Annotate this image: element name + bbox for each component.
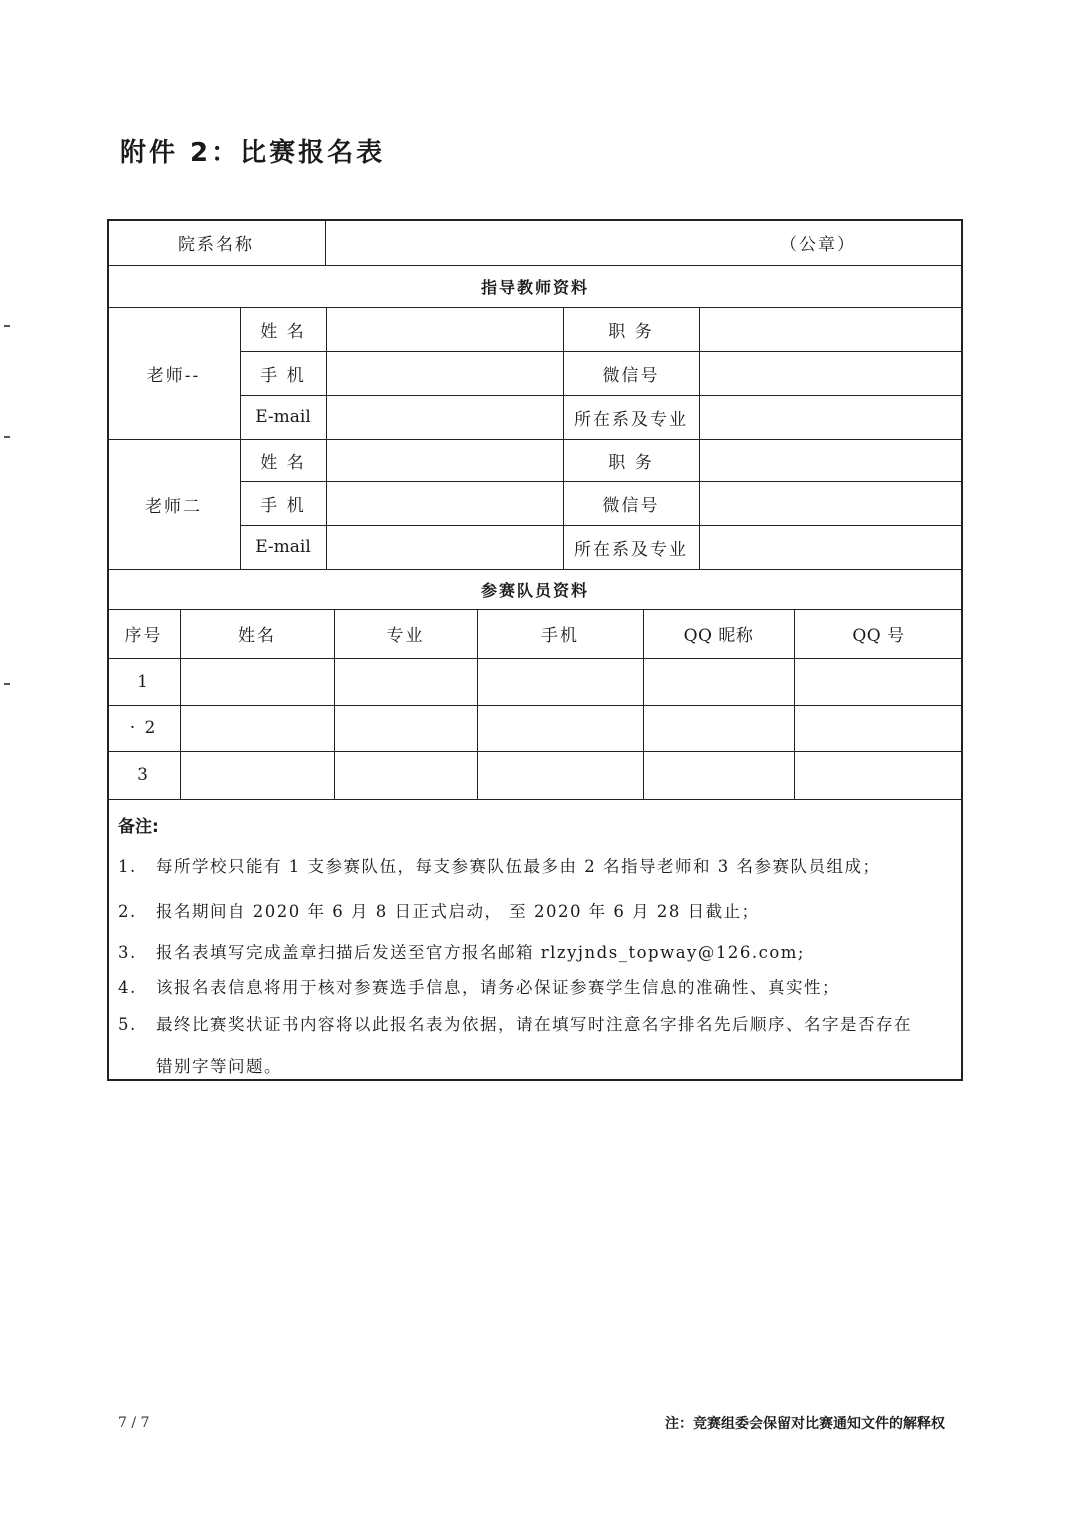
table-rule <box>107 658 963 659</box>
note-number: 5. <box>118 1015 137 1034</box>
teacher2-email-field[interactable] <box>326 525 563 569</box>
table-rule <box>107 799 963 800</box>
teacher2-phone-field[interactable] <box>326 481 563 525</box>
table-rule <box>107 751 963 752</box>
teacher2-position-label: 职 务 <box>608 452 654 473</box>
note-number: 1. <box>118 857 137 876</box>
note-text: 每所学校只能有 1 支参赛队伍，每支参赛队伍最多由 2 名指导老师和 3 名参赛队员组成； <box>156 857 881 876</box>
teacher-section-header: 指导教师资料 <box>480 277 589 297</box>
scan-mark <box>4 683 10 685</box>
teacher1-major-field[interactable] <box>699 395 963 439</box>
teacher2-email-label: E-mail <box>255 537 311 557</box>
note-item <box>118 853 958 877</box>
table-row-index: 1 <box>137 671 150 692</box>
teacher2-wechat-field[interactable] <box>699 481 963 525</box>
note-text: 最终比赛奖状证书内容将以此报名表为依据，请在填写时注意名字排名先后顺序、名字是否存在 <box>156 1015 912 1034</box>
teacher2-name-label: 姓 名 <box>260 452 306 473</box>
note-item-continuation: 错别字等问题。 <box>156 1057 282 1076</box>
teacher1-position-field[interactable] <box>699 307 963 351</box>
dept-input[interactable] <box>325 219 963 265</box>
team-section-header: 参赛队员资料 <box>480 580 589 600</box>
table-rule <box>107 705 963 706</box>
note-text: 报名期间自 2020 年 6 月 8 日正式启动， 至 2020 年 6 月 28 日截止； <box>156 902 760 921</box>
page-title: 附件 2：比赛报名表 <box>120 138 386 168</box>
scan-mark <box>4 436 10 438</box>
note-number: 4. <box>118 978 137 997</box>
scan-mark <box>4 325 10 327</box>
teacher1-phone-label: 手 机 <box>260 365 306 386</box>
teacher2-major-label: 所在系及专业 <box>574 539 688 560</box>
seal-label: （公章） <box>780 234 856 255</box>
teacher2-wechat-label: 微信号 <box>602 495 660 516</box>
footer-note: 注：竞赛组委会保留对比赛通知文件的解释权 <box>665 1416 945 1432</box>
col-header-qq-number: QQ 号 <box>852 626 905 646</box>
col-header-name: 姓名 <box>238 626 276 646</box>
teacher2-name-field[interactable] <box>326 439 563 481</box>
teacher2-position-field[interactable] <box>699 439 963 481</box>
teacher1-position-label: 职 务 <box>608 321 654 342</box>
table-row-index: · 2 <box>129 718 158 738</box>
teacher1-wechat-label: 微信号 <box>602 365 660 386</box>
col-header-index: 序号 <box>124 626 163 646</box>
teacher2-major-field[interactable] <box>699 525 963 569</box>
teacher1-wechat-field[interactable] <box>699 351 963 395</box>
teacher1-phone-field[interactable] <box>326 351 563 395</box>
teacher1-major-label: 所在系及专业 <box>574 409 688 430</box>
table-row-index: 3 <box>137 765 150 785</box>
note-item <box>118 974 958 998</box>
teacher1-email-field[interactable] <box>326 395 563 439</box>
col-header-qq-nickname: QQ 昵称 <box>683 626 754 646</box>
note-number: 2. <box>118 902 137 921</box>
note-item <box>118 898 958 922</box>
teacher1-label: 老师-- <box>146 365 201 386</box>
teacher1-email-label: E-mail <box>255 407 311 427</box>
notes-title: 备注: <box>118 817 159 837</box>
teacher2-phone-label: 手 机 <box>260 495 306 516</box>
teacher2-label: 老师二 <box>145 496 202 517</box>
dept-label: 院系名称 <box>178 234 254 255</box>
note-item <box>118 939 958 963</box>
note-number: 3. <box>118 943 137 962</box>
note-text: 该报名表信息将用于核对参赛选手信息，请务必保证参赛学生信息的准确性、真实性； <box>156 978 840 997</box>
note-text: 报名表填写完成盖章扫描后发送至官方报名邮箱 rlzyjnds_topway@126.com; <box>156 943 805 962</box>
teacher1-name-field[interactable] <box>326 307 563 351</box>
col-header-phone: 手机 <box>541 626 579 646</box>
note-item <box>118 1011 958 1035</box>
col-header-major: 专业 <box>386 626 425 646</box>
page-number: 7 / 7 <box>118 1415 150 1431</box>
teacher1-name-label: 姓 名 <box>260 321 306 342</box>
